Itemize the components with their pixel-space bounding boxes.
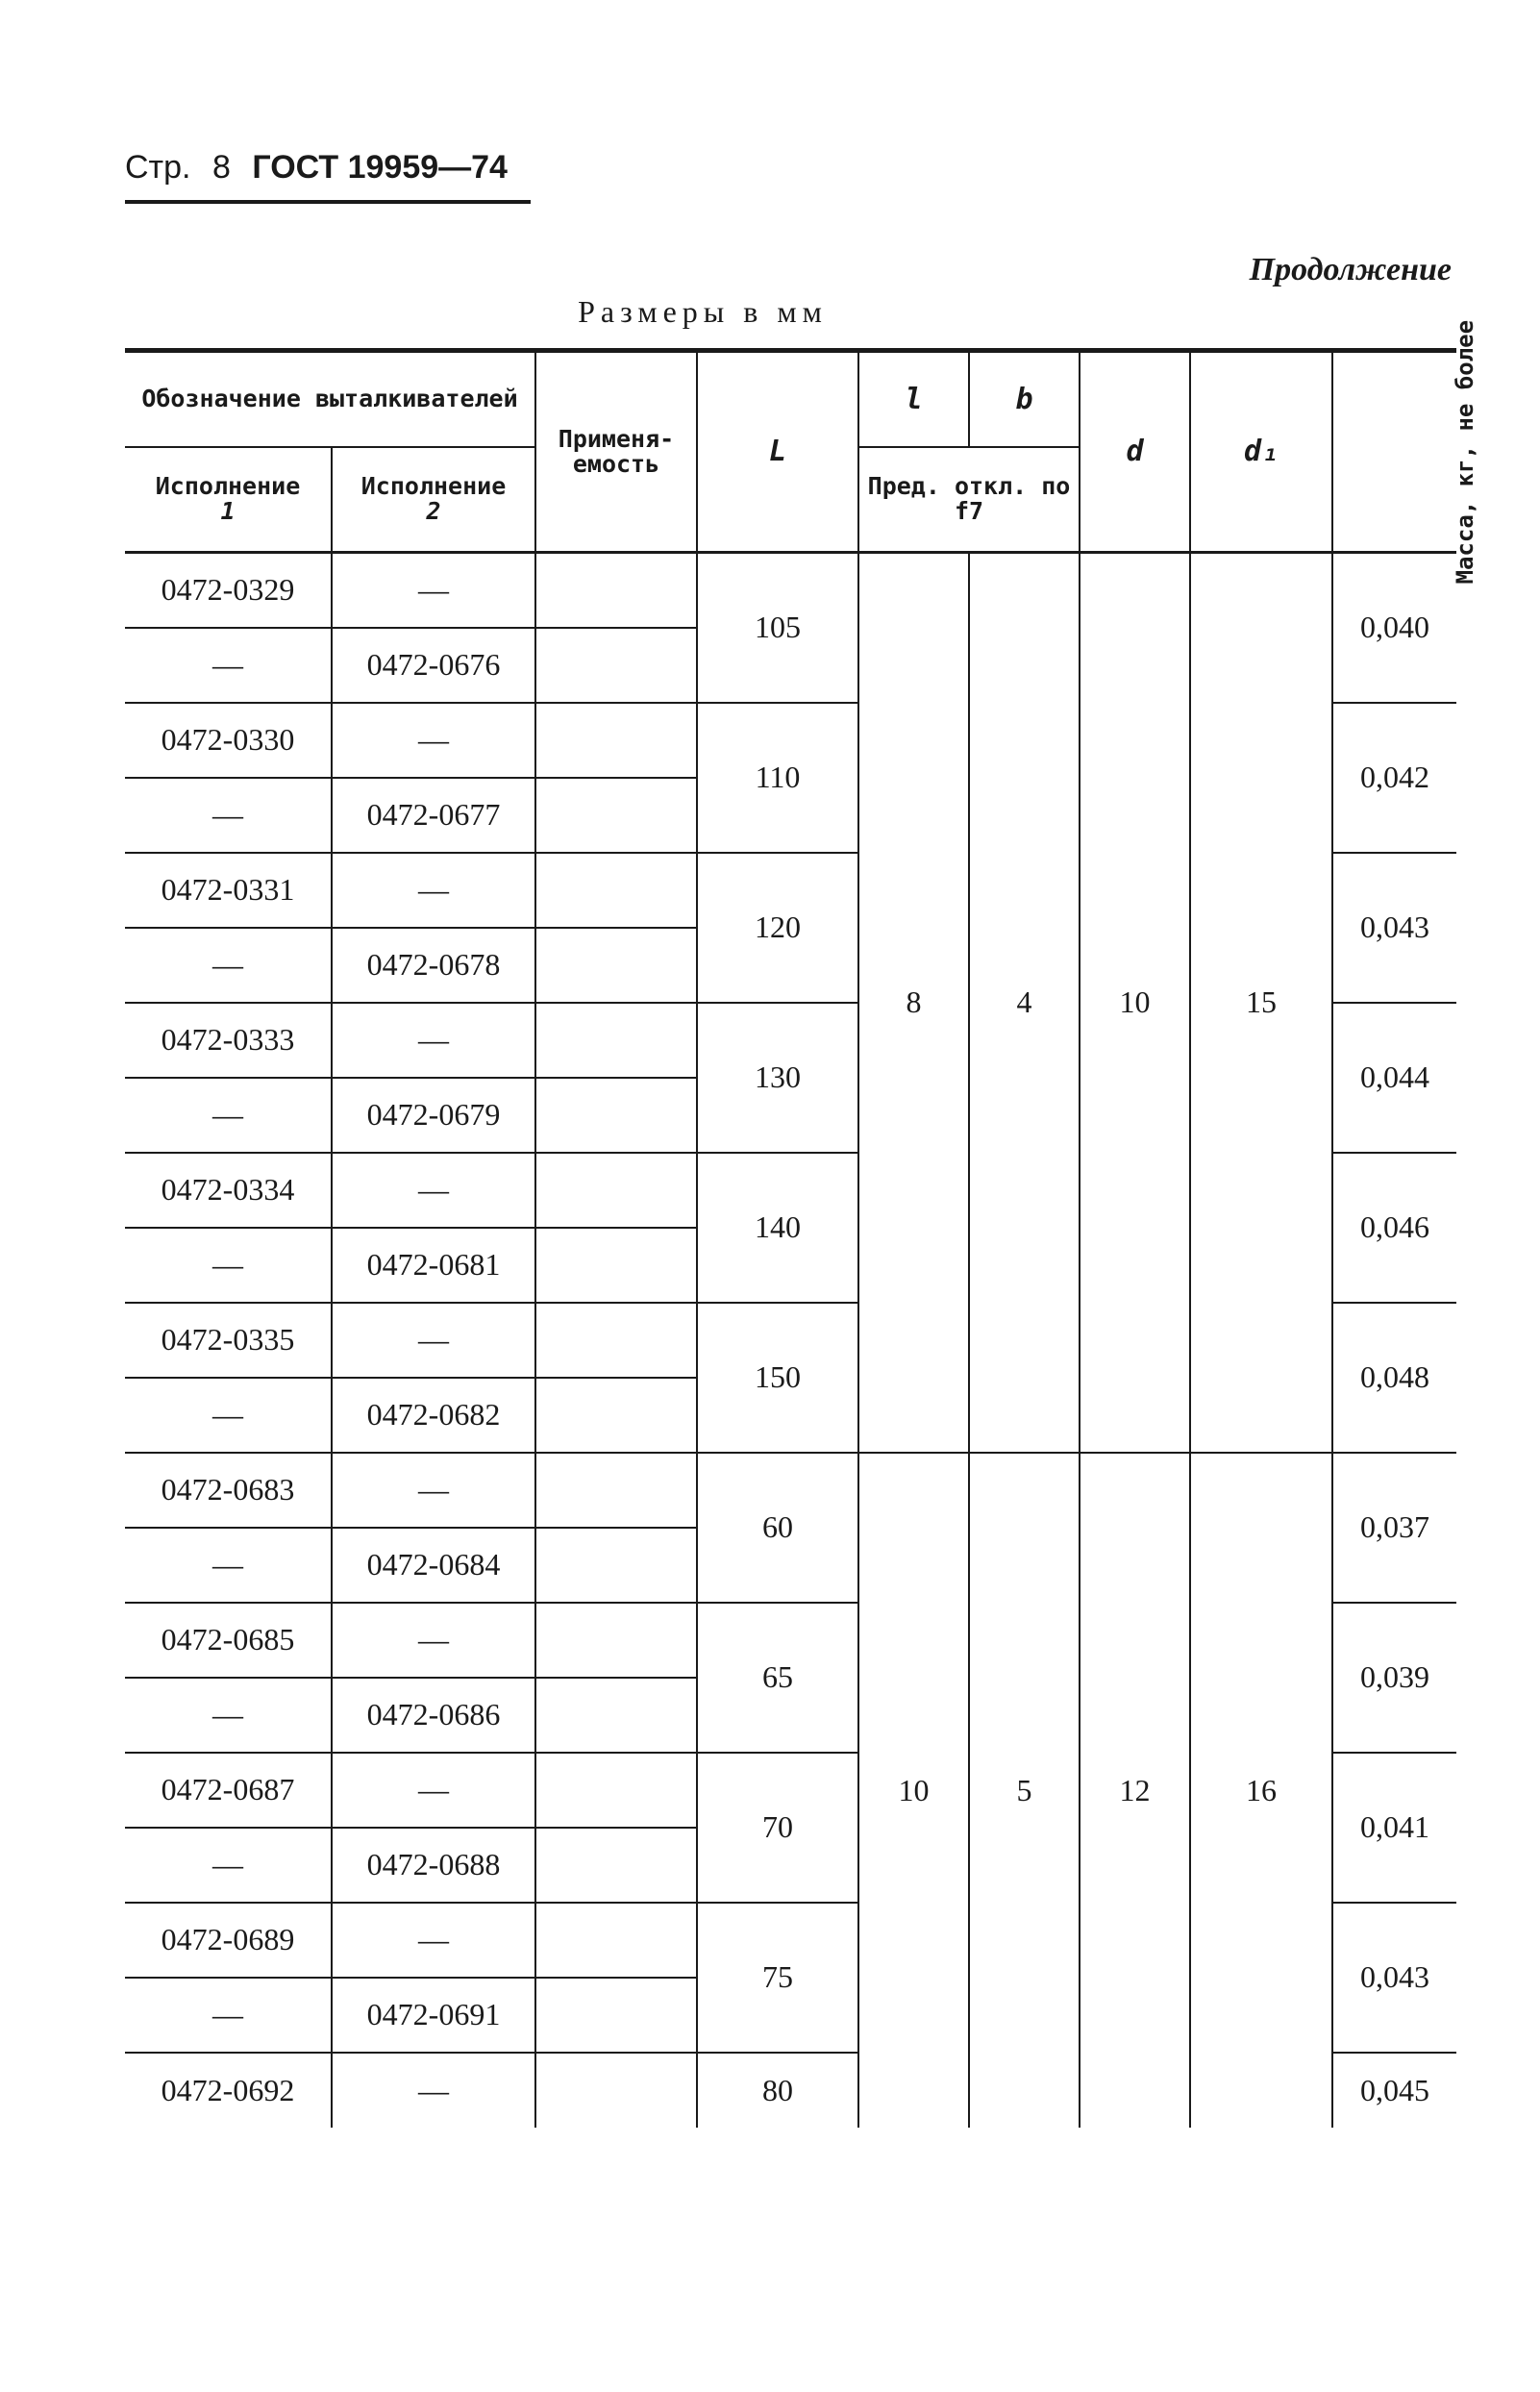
- cell-execution-1: —: [125, 928, 332, 1003]
- cell-execution-2: 0472-0686: [332, 1678, 535, 1753]
- cell-execution-2: 0472-0676: [332, 628, 535, 703]
- cell-execution-1: —: [125, 628, 332, 703]
- cell-L: 65: [697, 1603, 858, 1753]
- cell-applicability: [535, 1303, 697, 1378]
- cell-execution-1: 0472-0335: [125, 1303, 332, 1378]
- cell-execution-1: 0472-0683: [125, 1453, 332, 1528]
- cell-applicability: [535, 2053, 697, 2128]
- cell-execution-1: 0472-0689: [125, 1903, 332, 1978]
- cell-mass: 0,041: [1332, 1753, 1456, 1903]
- header-rule: [125, 200, 531, 204]
- cell-L: 60: [697, 1453, 858, 1603]
- cell-d1: 16: [1190, 1453, 1332, 2128]
- cell-execution-1: —: [125, 778, 332, 853]
- cell-execution-2: —: [332, 1303, 535, 1378]
- cell-execution-2: 0472-0679: [332, 1078, 535, 1153]
- cell-execution-1: —: [125, 1528, 332, 1603]
- cell-mass: 0,042: [1332, 703, 1456, 853]
- header-execution-1: [125, 447, 332, 553]
- cell-execution-1: 0472-0687: [125, 1753, 332, 1828]
- header-designation: Обозначение выталкивателей: [125, 351, 535, 447]
- cell-execution-2: 0472-0684: [332, 1528, 535, 1603]
- cell-execution-2: —: [332, 703, 535, 778]
- standard-number: ГОСТ 19959—74: [252, 149, 508, 186]
- table-body: [125, 553, 1456, 2128]
- cell-execution-2: —: [332, 1003, 535, 1078]
- header-b: b: [969, 351, 1080, 447]
- cell-L: 120: [697, 853, 858, 1003]
- table-row: [125, 1453, 1456, 1528]
- page-number: 8: [211, 149, 231, 186]
- cell-execution-2: —: [332, 1903, 535, 1978]
- cell-d: 12: [1080, 1453, 1190, 2128]
- cell-applicability: [535, 1978, 697, 2053]
- cell-L: 140: [697, 1153, 858, 1303]
- cell-applicability: [535, 1003, 697, 1078]
- cell-mass: 0,046: [1332, 1153, 1456, 1303]
- header-tolerance: Пред. откл. по f7: [858, 447, 1080, 553]
- cell-L: 150: [697, 1303, 858, 1453]
- cell-execution-2: —: [332, 1753, 535, 1828]
- cell-execution-1: —: [125, 1978, 332, 2053]
- cell-applicability: [535, 1603, 697, 1678]
- cell-execution-2: 0472-0691: [332, 1978, 535, 2053]
- cell-mass: 0,044: [1332, 1003, 1456, 1153]
- cell-l: 8: [858, 553, 969, 1453]
- cell-mass: 0,048: [1332, 1303, 1456, 1453]
- cell-execution-1: —: [125, 1228, 332, 1303]
- cell-execution-1: —: [125, 1378, 332, 1453]
- cell-applicability: [535, 853, 697, 928]
- cell-execution-2: 0472-0677: [332, 778, 535, 853]
- cell-execution-1: 0472-0685: [125, 1603, 332, 1678]
- cell-applicability: [535, 1153, 697, 1228]
- cell-execution-1: 0472-0692: [161, 2072, 295, 2107]
- cell-mass: 0,045: [1332, 2053, 1456, 2128]
- cell-applicability: [535, 628, 697, 703]
- cell-execution-1: —: [125, 1828, 332, 1903]
- cell-d: 10: [1080, 553, 1190, 1453]
- cell-execution-2: —: [332, 2053, 535, 2128]
- cell-execution-1: —: [125, 1078, 332, 1153]
- cell-execution-2: 0472-0681: [332, 1228, 535, 1303]
- cell-execution-2: 0472-0678: [332, 928, 535, 1003]
- header-execution-1-number: 1: [220, 497, 236, 526]
- cell-mass: 0,043: [1332, 853, 1456, 1003]
- cell-applicability: [535, 1903, 697, 1978]
- cell-execution-1: 0472-0330: [125, 703, 332, 778]
- cell-d1: 15: [1190, 553, 1332, 1453]
- cell-applicability: [535, 1528, 697, 1603]
- cell-L: 80: [697, 2053, 858, 2128]
- cell-execution-1: 0472-0329: [125, 553, 332, 628]
- header-execution-1-label: Исполнение: [155, 472, 301, 500]
- cell-L: 70: [697, 1753, 858, 1903]
- cell-applicability: [535, 703, 697, 778]
- cell-b: 4: [969, 553, 1080, 1453]
- cell-mass: 0,039: [1332, 1603, 1456, 1753]
- header-mass-label: Масса, кг, не более: [1452, 319, 1479, 585]
- cell-execution-1: 0472-0334: [125, 1153, 332, 1228]
- header-execution-2-number: 2: [426, 497, 441, 526]
- header-execution-2: [332, 447, 535, 553]
- cell-execution-2: —: [332, 1453, 535, 1528]
- cell-b: 5: [969, 1453, 1080, 2128]
- cell-execution-2: —: [332, 553, 535, 628]
- cell-execution-2: 0472-0688: [332, 1828, 535, 1903]
- cell-L: 130: [697, 1003, 858, 1153]
- cell-applicability: [535, 1378, 697, 1453]
- header-d: d: [1080, 351, 1190, 553]
- continuation-label: Продолжение: [1249, 252, 1452, 287]
- cell-applicability: [535, 1828, 697, 1903]
- cell-l: 10: [858, 1453, 969, 2128]
- table-row: [125, 553, 1456, 628]
- cell-execution-2: —: [332, 1153, 535, 1228]
- cell-applicability: [535, 1453, 697, 1528]
- cell-applicability: [535, 1678, 697, 1753]
- cell-L: 110: [697, 703, 858, 853]
- cell-applicability: [535, 928, 697, 1003]
- cell-L: 105: [697, 553, 858, 703]
- cell-applicability: [535, 1078, 697, 1153]
- cell-applicability: [535, 553, 697, 628]
- cell-execution-1: 0472-0331: [125, 853, 332, 928]
- header-l: l: [858, 351, 969, 447]
- cell-execution-1: 0472-0333: [125, 1003, 332, 1078]
- header-applicability: Применя- емость: [535, 351, 697, 553]
- header-L: L: [697, 351, 858, 553]
- header-d1: d₁: [1190, 351, 1332, 553]
- cell-execution-2: —: [332, 1603, 535, 1678]
- cell-execution-2: 0472-0682: [332, 1378, 535, 1453]
- cell-applicability: [535, 1753, 697, 1828]
- cell-execution-2: —: [332, 853, 535, 928]
- header-execution-2-label: Исполнение: [360, 472, 507, 500]
- cell-applicability: [535, 778, 697, 853]
- units-caption: Размеры в мм: [578, 294, 828, 329]
- cell-mass: 0,040: [1332, 553, 1456, 703]
- cell-mass: 0,037: [1332, 1453, 1456, 1603]
- header-mass: [1332, 319, 1479, 585]
- cell-mass: 0,043: [1332, 1903, 1456, 2053]
- page-label: Стр.: [125, 149, 191, 186]
- cell-L: 75: [697, 1903, 858, 2053]
- cell-applicability: [535, 1228, 697, 1303]
- page-header: [125, 149, 508, 187]
- cell-execution-1: —: [125, 1678, 332, 1753]
- dimensions-table: [125, 319, 1479, 2128]
